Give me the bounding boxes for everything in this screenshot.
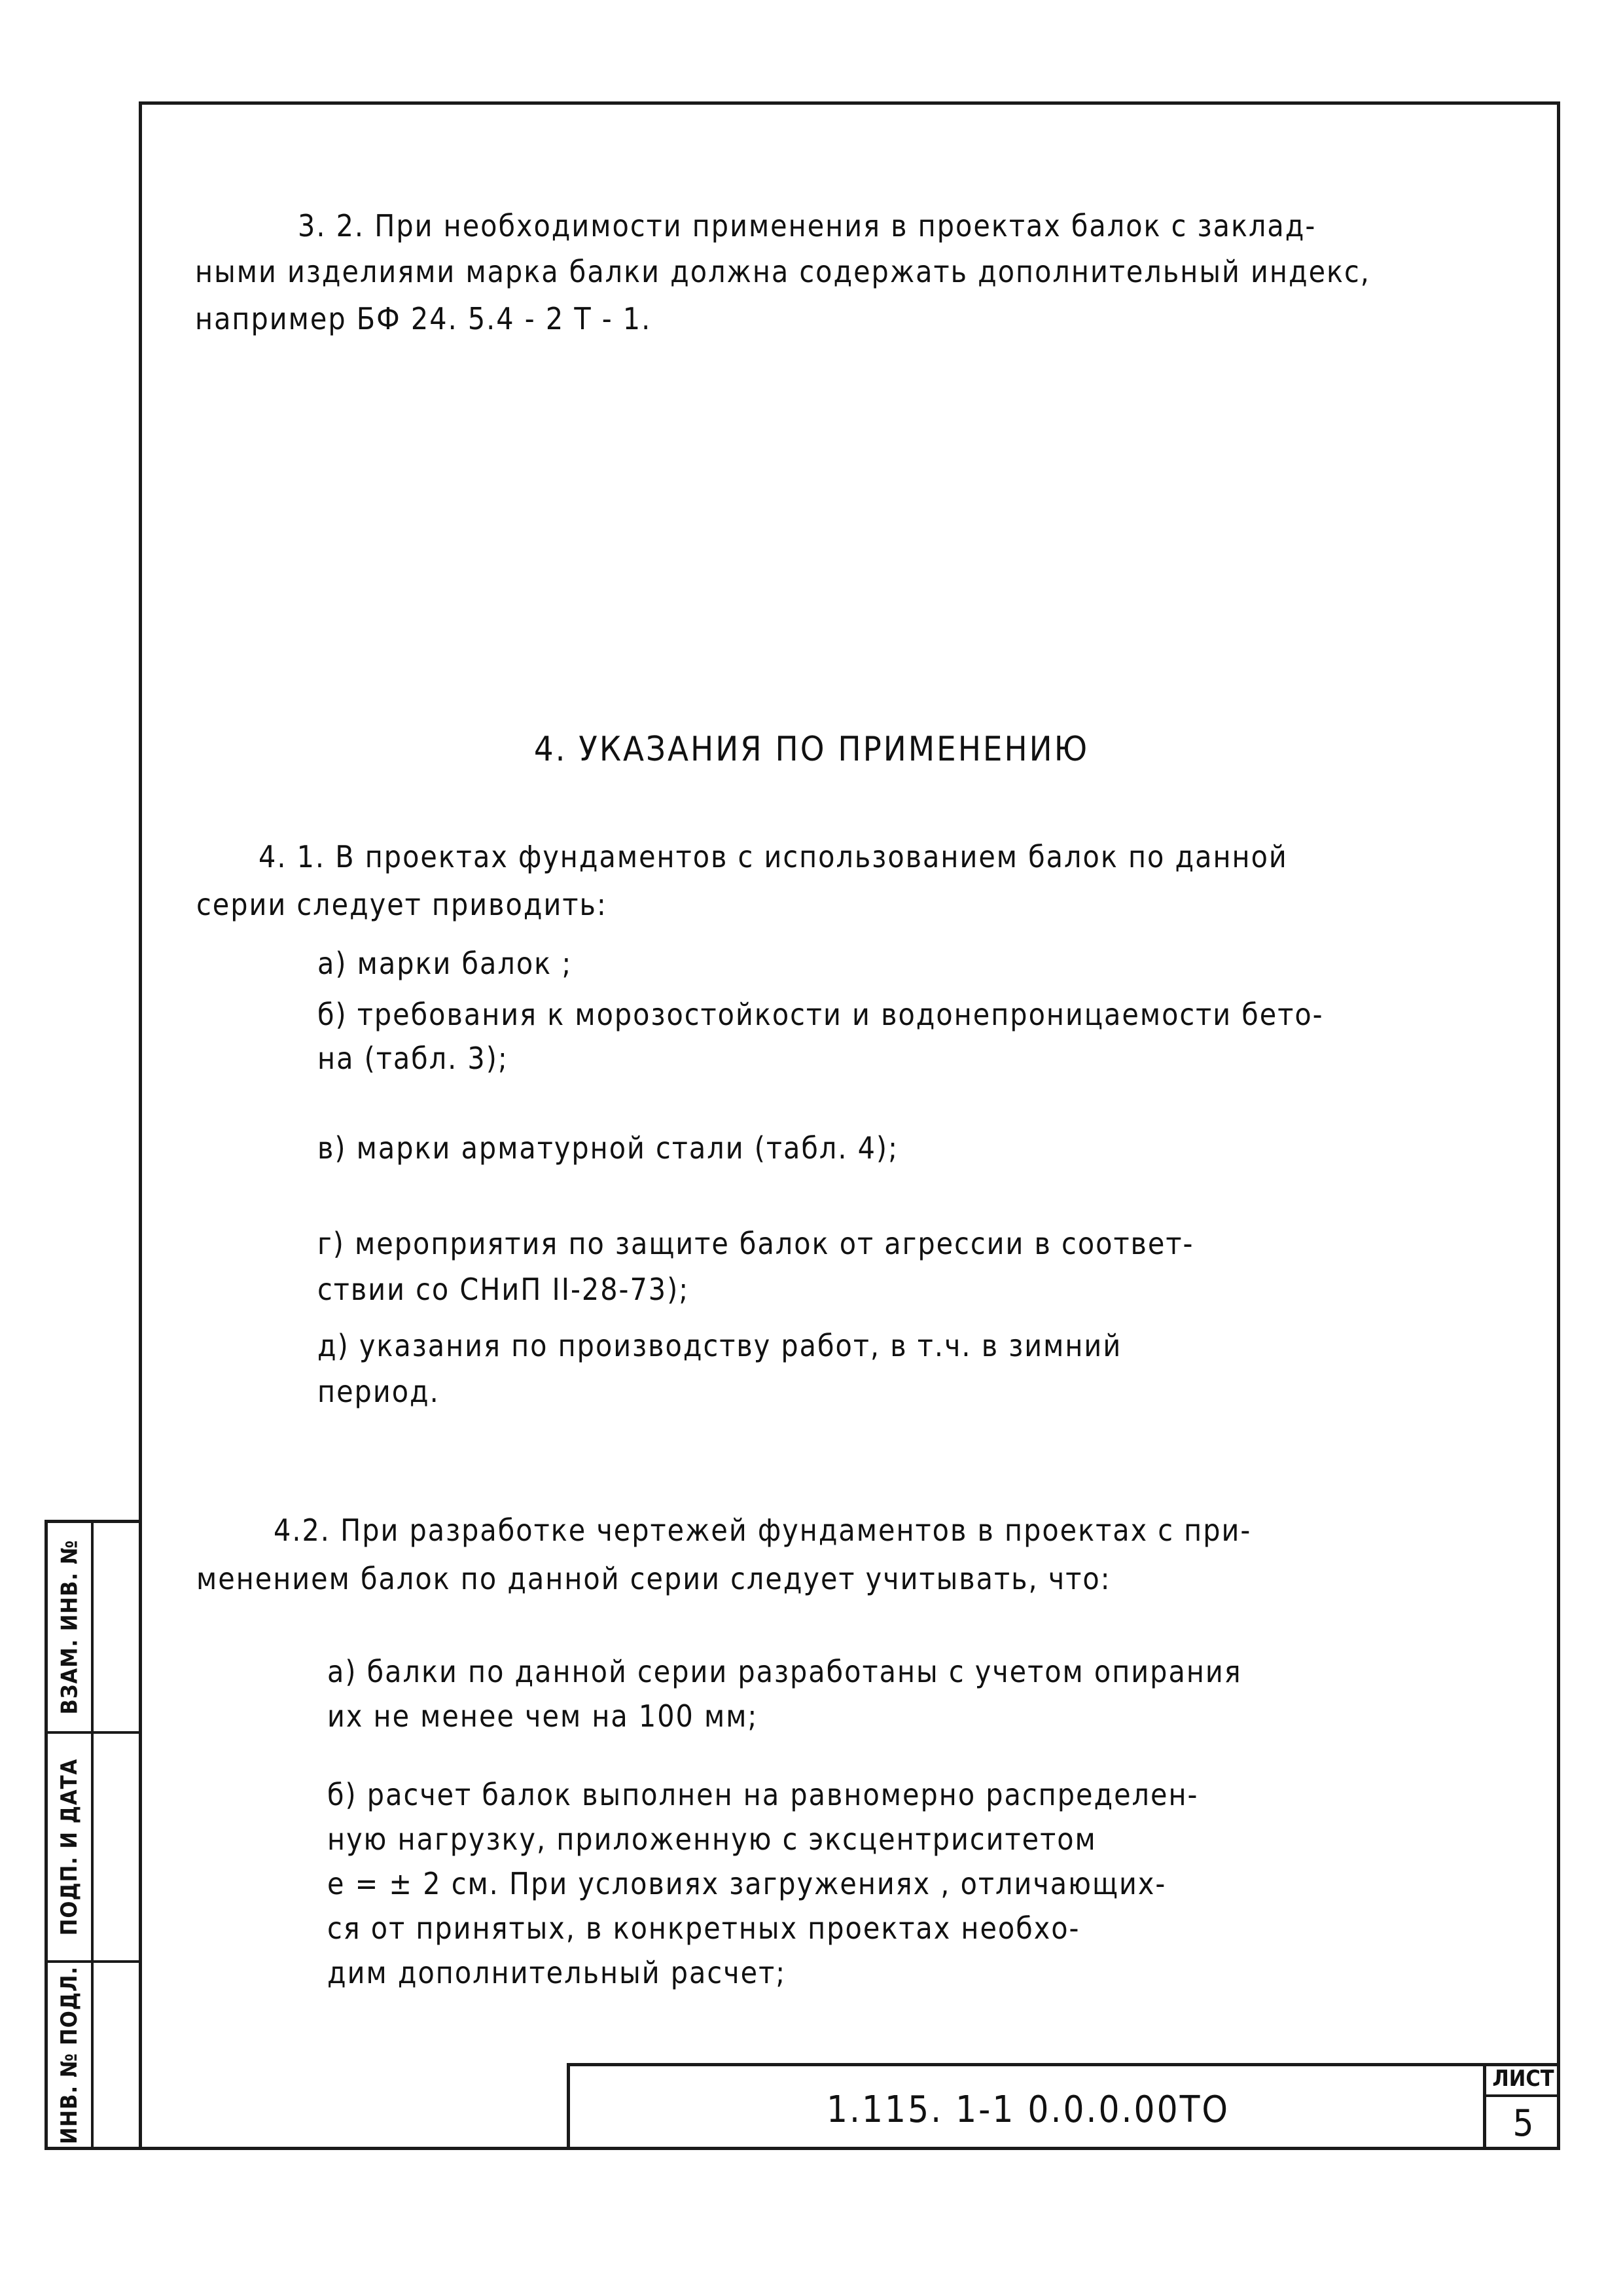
document-code: 1.115. 1-1 0.0.0.00ТО	[826, 2089, 1230, 2131]
p32-line-3: например БФ 24. 5.4 - 2 Т - 1.	[195, 301, 652, 336]
list41-d-1: д) указания по производству работ, в т.ч. в зимний	[317, 1328, 1122, 1363]
list42-b-5: дим дополнительный расчет;	[327, 1955, 787, 1990]
list41-b-1: б) требования к морозостойкости и водонепроницаемости бето-	[317, 997, 1324, 1032]
list42-b-4: ся от принятых, в конкретных проектах необхо-	[327, 1910, 1080, 1946]
list41-a: а) марки балок ;	[317, 946, 573, 981]
p32-line-2: ными изделиями марка балки должна содержать дополнительный индекс,	[195, 254, 1370, 289]
strip-blank-2	[94, 1734, 142, 1963]
p42-line-1: 4.2. При разработке чертежей фундаментов в проектах с при-	[274, 1513, 1252, 1548]
strip-cell-vzam-inv	[48, 1523, 91, 1734]
sheet-divider	[1486, 2094, 1560, 2097]
strip-label-inv-podl: ИНВ. № ПОДЛ.	[56, 1965, 82, 2145]
p41-line-2: серии следует приводить:	[196, 887, 607, 922]
strip-label-vzam-inv: ВЗАМ. ИНВ. №	[56, 1539, 82, 1715]
list42-a-1: а) балки по данной серии разработаны с учетом опирания	[327, 1654, 1242, 1689]
strip-cell-podp-data	[48, 1734, 91, 1963]
p41-line-1: 4. 1. В проектах фундаментов с использованием балок по данной	[259, 839, 1288, 874]
strip-blank-1	[94, 1523, 142, 1734]
strip-label-podp-data: ПОДП. И ДАТА	[56, 1758, 82, 1936]
list42-b-2: ную нагрузку, приложенную с эксцентриситетом	[327, 1821, 1097, 1857]
title-block	[567, 2063, 1560, 2150]
sheet-box	[1483, 2063, 1560, 2150]
binding-strip	[45, 1520, 139, 2150]
p42-line-2: менением балок по данной серии следует учитывать, что:	[196, 1561, 1111, 1596]
strip-cell-inv-podl	[48, 1963, 91, 2150]
list41-b-2: на (табл. 3);	[317, 1041, 508, 1076]
section-heading: 4. УКАЗАНИЯ ПО ПРИМЕНЕНИЮ	[533, 730, 1090, 769]
list41-g-2: ствии со СНиП II-28-73);	[317, 1272, 690, 1307]
list41-d-2: период.	[317, 1374, 440, 1409]
list42-b-1: б) расчет балок выполнен на равномерно распределен-	[327, 1777, 1199, 1812]
sheet-label: ЛИСТ	[1492, 2066, 1554, 2092]
list41-g-1: г) мероприятия по защите балок от агрессии в соответ-	[317, 1226, 1194, 1261]
list42-b-3: е = ± 2 см. При условиях загружениях , отличающих-	[327, 1866, 1167, 1901]
list41-v: в) марки арматурной стали (табл. 4);	[317, 1130, 899, 1166]
list42-a-2: их не менее чем на 100 мм;	[327, 1698, 758, 1734]
sheet-number: 5	[1512, 2102, 1534, 2145]
p32-line-1: 3. 2. При необходимости применения в проектах балок с заклад-	[298, 208, 1317, 243]
